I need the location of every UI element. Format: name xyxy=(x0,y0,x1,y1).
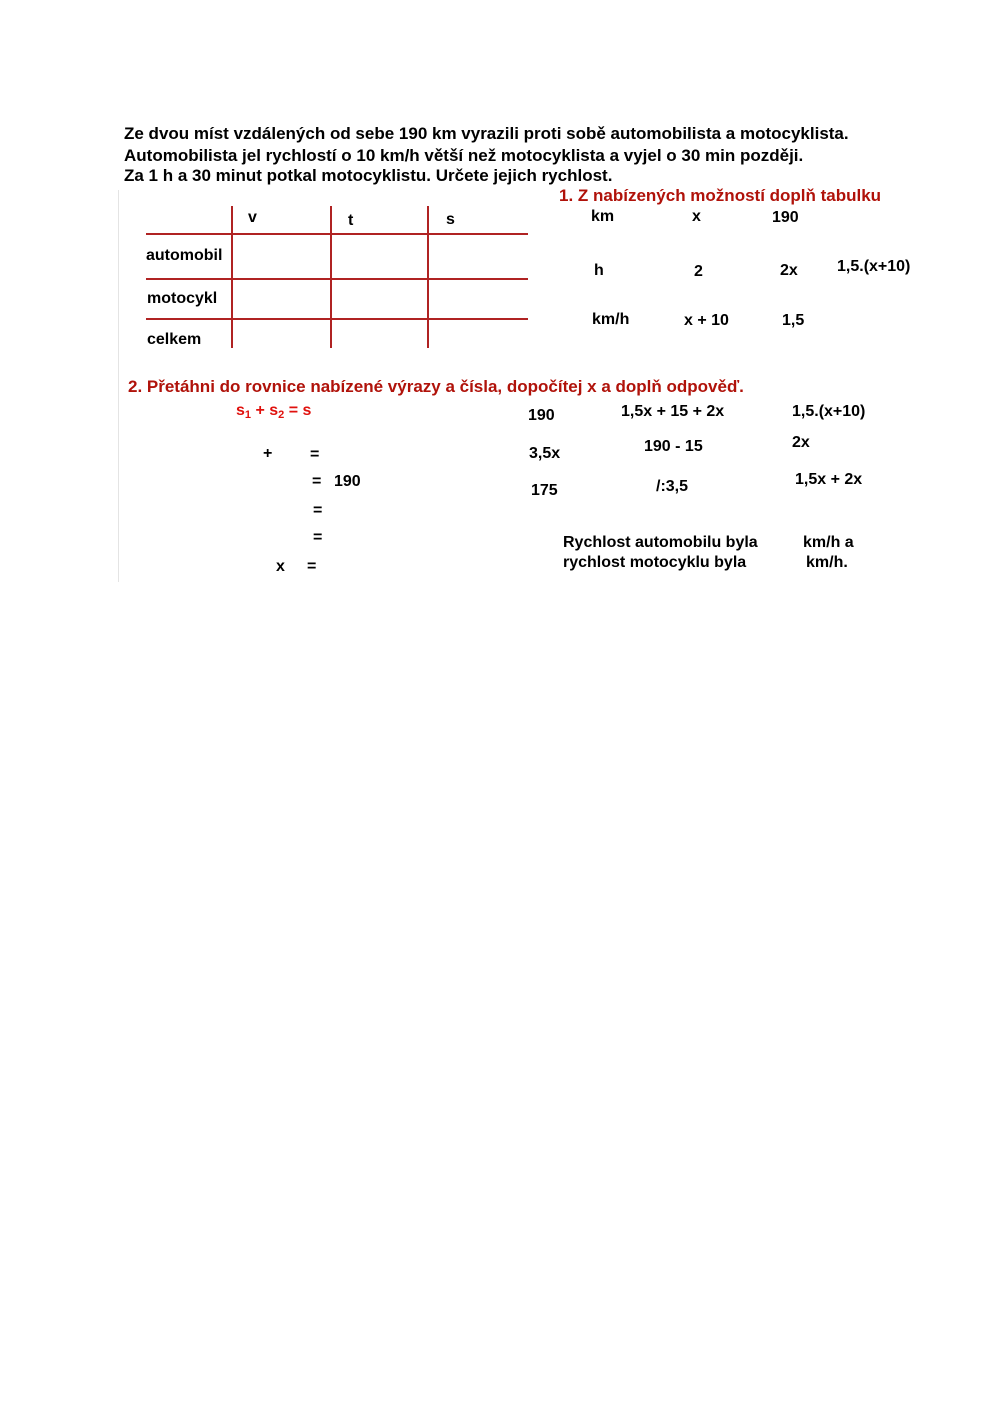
table-row-header: automobil xyxy=(146,247,223,264)
option-item[interactable]: x xyxy=(692,208,701,225)
table-vline xyxy=(231,206,233,348)
eq-sign: = xyxy=(310,446,320,463)
formula: $s_1 + s_2 = s$ xyxy=(236,402,312,421)
table-cell-celkem-t[interactable] xyxy=(333,321,426,347)
option-item[interactable]: km xyxy=(591,208,615,225)
problem-line-3: Za 1 h a 30 minut potkal motocyklistu. Určete jejich rychlost. xyxy=(124,166,613,185)
answer-unit-1: km/h a xyxy=(803,534,854,551)
table-cell-motocykl-s[interactable] xyxy=(430,281,527,317)
eq-drop-slot[interactable] xyxy=(326,442,426,466)
option-item[interactable]: 190 - 15 xyxy=(644,438,703,455)
eq-sign: = xyxy=(313,529,323,546)
eq-drop-slot[interactable] xyxy=(276,442,308,466)
table-hline xyxy=(146,233,528,235)
table-col-header: s xyxy=(446,211,455,228)
table-cell-celkem-v[interactable] xyxy=(234,321,329,347)
eq-sign: = xyxy=(307,558,317,575)
option-item[interactable]: 2x xyxy=(792,434,810,451)
table-cell-automobil-v[interactable] xyxy=(234,236,329,277)
option-item[interactable]: 175 xyxy=(531,482,558,499)
eq-drop-slot[interactable] xyxy=(220,442,260,466)
eq-drop-slot[interactable] xyxy=(326,555,426,579)
answer-drop-slot[interactable] xyxy=(762,552,802,574)
eq-value: 190 xyxy=(334,473,361,490)
option-item[interactable]: 190 xyxy=(772,209,799,226)
option-item[interactable]: /:3,5 xyxy=(656,478,689,495)
table-col-header: v xyxy=(248,209,257,226)
option-item[interactable]: 190 xyxy=(528,407,555,424)
table-cell-motocykl-t[interactable] xyxy=(333,281,426,317)
answer-line-1: Rychlost automobilu byla xyxy=(563,534,758,551)
option-item[interactable]: km/h xyxy=(592,311,630,328)
option-item[interactable]: 1,5x + 15 + 2x xyxy=(621,403,725,420)
option-item[interactable]: 1,5 xyxy=(782,312,805,329)
eq-plus: + xyxy=(263,445,273,462)
table-cell-celkem-s[interactable] xyxy=(430,321,527,347)
eq-drop-slot[interactable] xyxy=(200,499,308,523)
eq-sign: = xyxy=(312,473,322,490)
table-cell-motocykl-v[interactable] xyxy=(234,281,329,317)
option-item[interactable]: x + 10 xyxy=(684,312,729,329)
eq-x: x xyxy=(276,558,285,575)
option-item[interactable]: 1,5.(x+10) xyxy=(792,403,866,420)
option-item[interactable]: 3,5x xyxy=(529,445,561,462)
table-col-header: t xyxy=(348,212,354,229)
problem-line-1: Ze dvou míst vzdálených od sebe 190 km vyrazili proti sobě automobilista a motocyklista. xyxy=(124,124,849,143)
option-item[interactable]: h xyxy=(594,262,604,279)
option-item[interactable]: 1,5x + 2x xyxy=(795,471,863,488)
option-item[interactable]: 2x xyxy=(780,262,798,279)
problem-line-2: Automobilista jel rychlostí o 10 km/h větší než motocyklista a vyjel o 30 min později. xyxy=(124,146,804,165)
eq-drop-slot[interactable] xyxy=(200,526,308,550)
table-hline xyxy=(146,278,528,280)
option-item[interactable]: 1,5.(x+10) xyxy=(837,258,911,275)
eq-drop-slot[interactable] xyxy=(330,499,430,523)
task1-heading: 1. Z nabízených možností doplň tabulku xyxy=(559,186,882,205)
table-vline xyxy=(427,206,429,348)
table-cell-automobil-s[interactable] xyxy=(430,236,527,277)
eq-drop-slot[interactable] xyxy=(200,470,308,494)
eq-drop-slot[interactable] xyxy=(330,526,430,550)
table-vline xyxy=(330,206,332,348)
eq-sign: = xyxy=(313,502,323,519)
table-cell-automobil-t[interactable] xyxy=(333,236,426,277)
table-row-header: celkem xyxy=(147,331,202,348)
option-item[interactable]: 2 xyxy=(694,263,703,280)
answer-drop-slot[interactable] xyxy=(760,532,800,554)
task2-heading: 2. Přetáhni do rovnice nabízené výrazy a čísla, dopočítej x a doplň odpověď. xyxy=(128,377,744,396)
table-row-header: motocykl xyxy=(147,290,218,307)
answer-unit-2: km/h. xyxy=(806,554,848,571)
answer-line-2: rychlost motocyklu byla xyxy=(563,554,747,571)
page-edge-line xyxy=(118,190,119,582)
table-hline xyxy=(146,318,528,320)
